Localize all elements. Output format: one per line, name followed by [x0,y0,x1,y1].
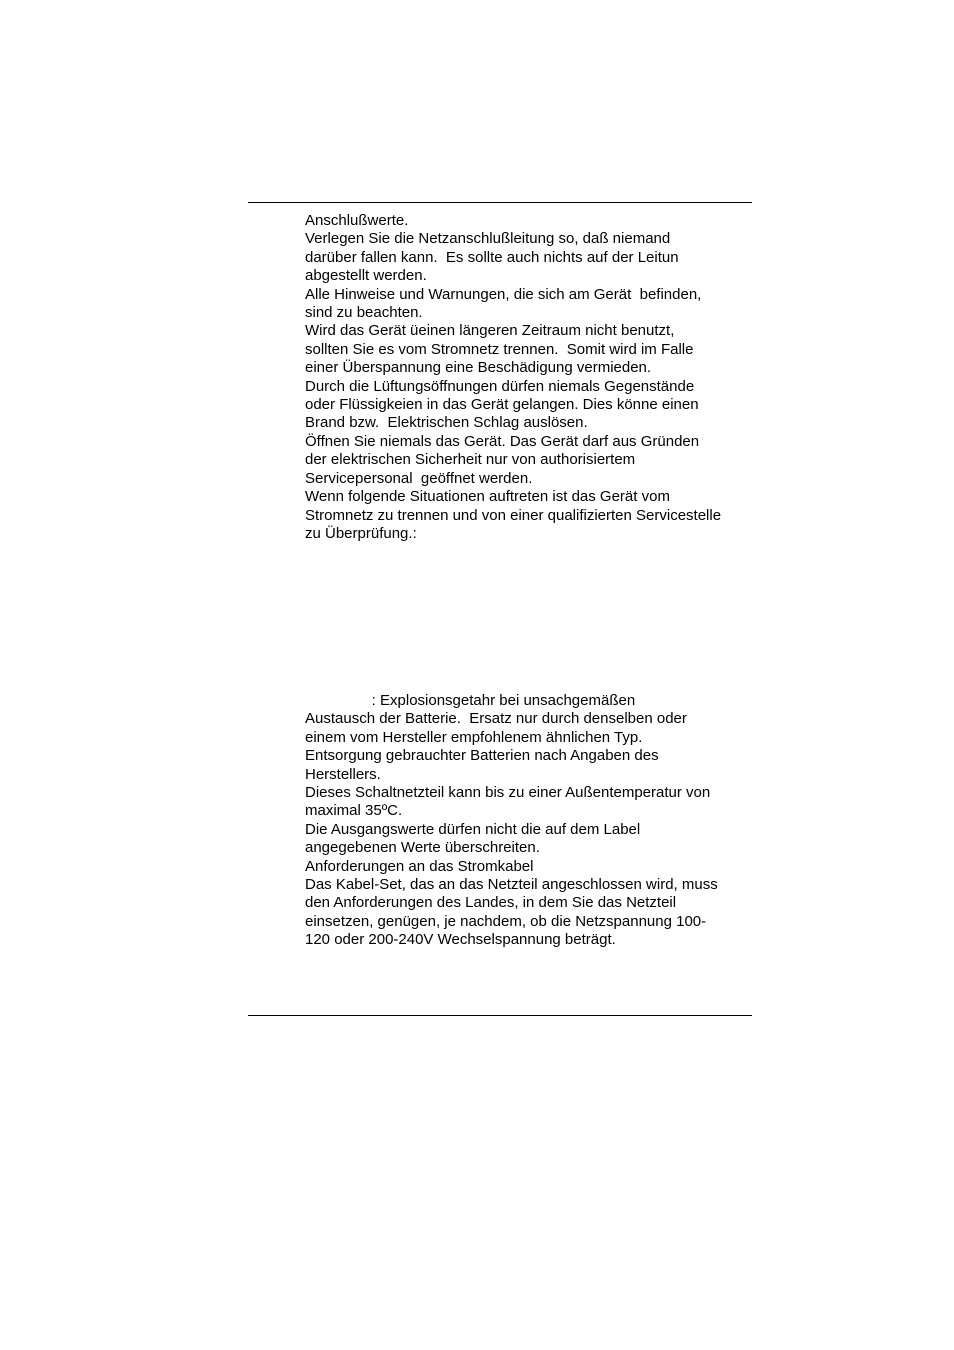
text-line: Die Ausgangswerte dürfen nicht die auf dem Label [305,820,641,838]
text-line: der elektrischen Sicherheit nur von authorisiertem [305,451,636,469]
top-divider [248,202,752,203]
text-line: abgestellt werden. [305,267,427,285]
text-line: Durch die Lüftungsöffnungen dürfen niemals Gegenstände [305,377,695,395]
text-line: maximal 35ºC. [305,802,403,820]
text-line: Das Kabel-Set, das an das Netzteil angeschlossen wird, muss [305,876,718,894]
text-line: Herstellers. [305,765,381,783]
bottom-divider [248,1015,752,1016]
text-line: oder Flüssigkeien in das Gerät gelangen. Dies könne einen [305,396,699,414]
safety-text-block-2 [305,692,755,950]
text-line: einer Überspannung eine Beschädigung vermieden. [305,359,652,377]
text-line: Anschlußwerte. [305,212,409,229]
text-line: Wenn folgende Situationen auftreten ist das Gerät vom [305,488,670,506]
text-line: Servicepersonal geöffnet werden. [305,469,533,487]
text-line: Anforderungen an das Stromkabel [305,857,534,875]
text-line: Stromnetz zu trennen und von einer qualifizierten Servicestelle [305,506,722,524]
text-line: Brand bzw. Elektrischen Schlag auslösen. [305,414,588,432]
text-line: Dieses Schaltnetzteil kann bis zu einer Außentemperatur von [305,784,711,802]
text-line: Alle Hinweise und Warnungen, die sich am Gerät befinden, [305,285,702,303]
text-line: Verlegen Sie die Netzanschlußleitung so, daß niemand [305,230,671,248]
text-line: einsetzen, genügen, je nachdem, ob die Netzspannung 100- [305,912,707,930]
text-line: : Explosionsgetahr bei unsachgemäßen [305,692,636,709]
text-line: Öffnen Sie niemals das Gerät. Das Gerät darf aus Gründen [305,432,700,450]
safety-text-block-1 [305,212,755,543]
text-line: sollten Sie es vom Stromnetz trennen. Somit wird im Falle [305,340,694,358]
text-line: darüber fallen kann. Es sollte auch nichts auf der Leitun [305,248,679,266]
text-line: sind zu beachten. [305,304,423,322]
text-line: Austausch der Batterie. Ersatz nur durch denselben oder [305,710,687,728]
text-line: Wird das Gerät üeinen längeren Zeitraum nicht benutzt, [305,322,675,340]
text-line: Entsorgung gebrauchter Batterien nach Angaben des [305,747,659,765]
text-line: einem vom Hersteller empfohlenem ähnlichen Typ. [305,728,643,746]
text-line: zu Überprüfung.: [305,524,417,542]
text-line: 120 oder 200-240V Wechselspannung beträgt. [305,931,616,949]
text-line: den Anforderungen des Landes, in dem Sie das Netzteil [305,894,677,912]
text-line: angegebenen Werte überschreiten. [305,839,540,857]
